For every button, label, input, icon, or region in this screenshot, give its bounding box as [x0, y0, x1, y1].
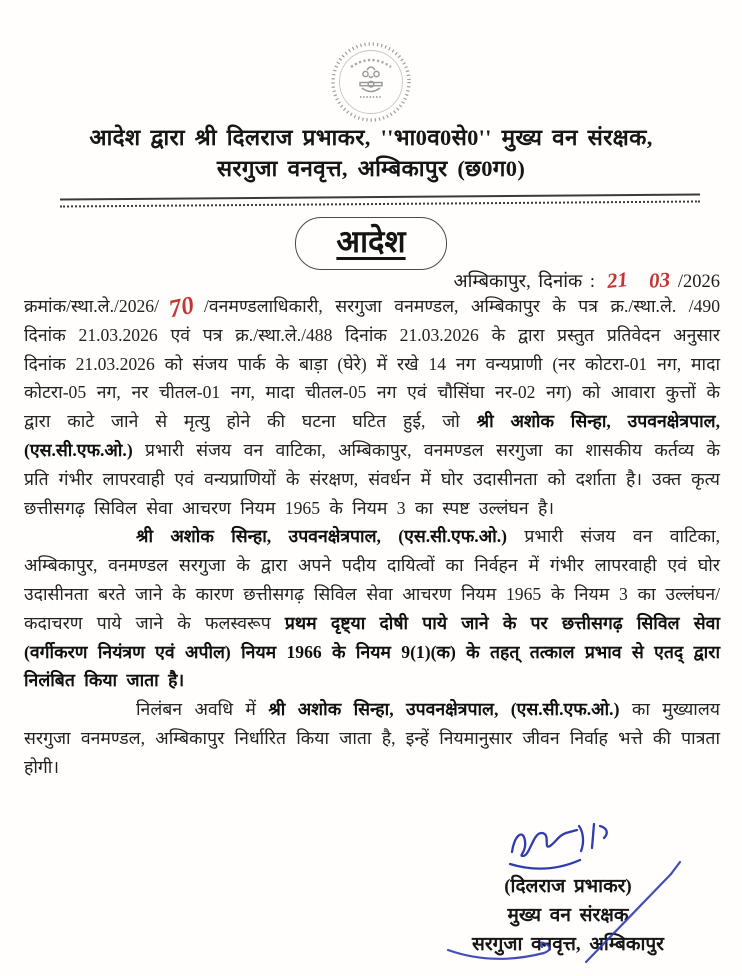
- order-title: आदेश: [336, 224, 406, 259]
- divider-dotted-rule: [60, 200, 700, 207]
- dateline-year: /2026: [677, 272, 720, 292]
- paragraph-3-text-a: निलंबन अवधि में: [136, 699, 269, 720]
- handwritten-month: 03: [648, 267, 672, 293]
- officer-name-bold: श्री अशोक सिन्हा, उपवनक्षेत्रपाल, (एस.सी.एफ.ओ.): [136, 526, 507, 547]
- order-body: [24, 292, 720, 782]
- paragraph-3-text-b: का मुख्यालय सरगुजा वनमण्डल, अम्बिकापुर निर्धारित किया जाता है, इन्हें नियमानुसार जीवन निर्वाह भत्ते की पात्रता होगी।: [24, 699, 720, 777]
- dateline: [454, 268, 721, 293]
- handwritten-serial-number: 70: [166, 291, 197, 324]
- signature-block: [428, 872, 708, 959]
- signature-icon: [502, 812, 632, 874]
- letterhead: [40, 122, 702, 184]
- signatory-name: (दिलराज प्रभाकर): [504, 876, 632, 897]
- order-title-row: [0, 217, 742, 270]
- dateline-label: अम्बिकापुर, दिनांक :: [453, 272, 595, 292]
- order-title-box: [295, 217, 446, 270]
- officer-name-bold: श्री अशोक सिन्हा, उपवनक्षेत्रपाल, (एस.सी.एफ.ओ.): [24, 411, 720, 460]
- officer-name-bold: श्री अशोक सिन्हा, उपवनक्षेत्रपाल, (एस.सी.एफ.ओ.): [268, 699, 620, 720]
- letterhead-line2: सरगुजा वनवृत्त, अम्बिकापुर (छ0ग0): [216, 156, 526, 181]
- paragraph-1-text-b: प्रभारी संजय वन वाटिका, अम्बिकापुर, वनमण्डल सरगुजा का शासकीय कर्तव्य के प्रति गंभीर लापरवाही एवं वन्यप्राणियों के संरक्षण, संवर्धन में घोर उदासीनता को दर्शाता है। उक्त कृत्य छत्तीसगढ़ सिविल सेवा आचरण नियम 1965 के नियम 3 का स्पष्ट उल्लंघन है।: [24, 439, 720, 518]
- signatory-title: मुख्य वन संरक्षक: [507, 905, 629, 926]
- signatory-office: सरगुजा वनवृत्त, अम्बिकापुर: [472, 934, 664, 955]
- handwritten-day: 21: [605, 266, 629, 294]
- paragraph-2: [24, 522, 720, 695]
- paragraph-1-text-a: /वनमण्डलाधिकारी, सरगुजा वनमण्डल, अम्बिकापुर के पत्र क्र./स्था.ले. /490 दिनांक 21.03.2026 एवं पत्र क्र./स्था.ले./488 दिनांक 21.03.2026 के द्वारा प्रस्तुत प्रतिवेदन अनुसार दिनांक 21.03.2026 को संजय पार्क के बाड़ा (घेरे) में रखे 14 नग वन्यप्राणी (नर कोटरा-01 नग, मादा कोटरा-05 नग, नर चीतल-01 नग, मादा चीतल-05 नग एवं चौसिंघा नर-02 नग) को आवारा कुत्तों के द्वारा काटे जाने से मृत्यु होने की घटना घटित हुई, जो: [24, 296, 720, 432]
- divider-solid-rule: [60, 193, 700, 200]
- paragraph-3: [24, 695, 720, 781]
- header-divider: [60, 193, 700, 207]
- letterhead-line1: आदेश द्वारा श्री दिलराज प्रभाकर, ''भा0व0से0'' मुख्य वन संरक्षक,: [89, 125, 653, 150]
- paragraph-1: [24, 292, 720, 522]
- paragraph-2-text: प्रभारी संजय वन वाटिका, अम्बिकापुर, वनमण्डल सरगुजा के द्वारा अपने पदीय दायित्वों का निर्वहन में गंभीर लापरवाही एवं घोर उदासीनता बरते जाने के कारण छत्तीसगढ़ सिविल सेवा आचरण नियम 1965 के नियम 3 का उल्लंघन/कदाचरण पाये जाने के फलस्वरूप: [24, 526, 720, 633]
- suspension-clause-bold: प्रथम दृष्ट्या दोषी पाये जाने के पर छत्तीसगढ़ सिविल सेवा (वर्गीकरण नियंत्रण एवं अपील) नियम 1966 के नियम 9(1)(क) के तहत् तत्काल प्रभाव से एतद् द्वारा निलंबित किया जाता है।: [24, 612, 721, 691]
- reference-prefix: क्रमांक/स्था.ले./2026/: [24, 296, 159, 316]
- ashoka-state-emblem-icon: [325, 40, 417, 124]
